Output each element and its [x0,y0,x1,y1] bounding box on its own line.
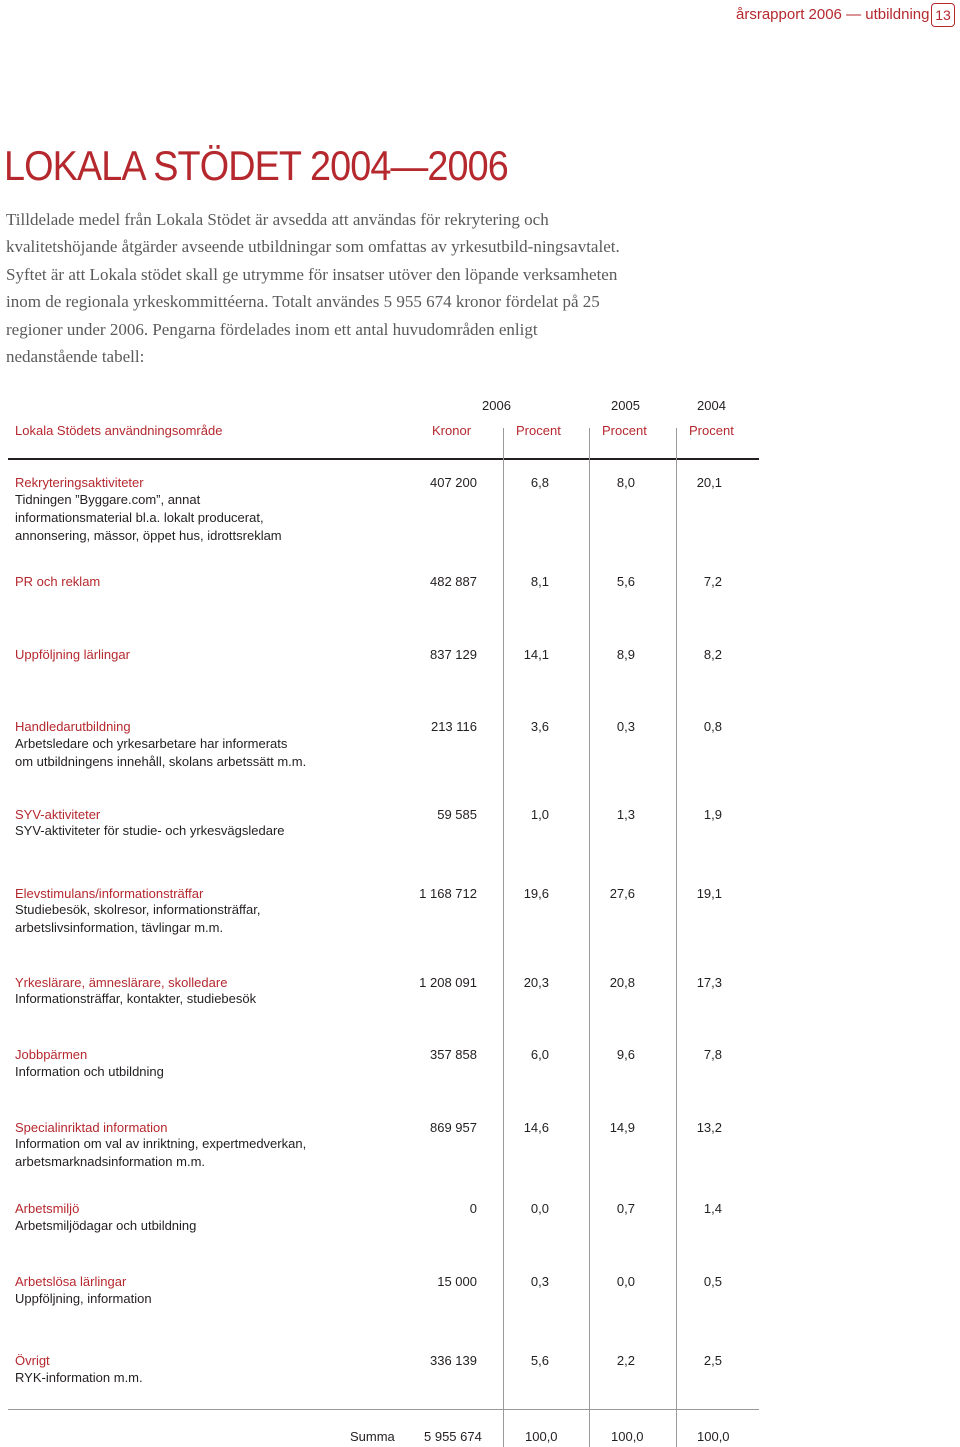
row-description: arbetsmarknadsinformation m.m. [15,1154,206,1169]
column-header-percent-2005: Procent [602,423,647,438]
cell-kronor: 1 208 091 [419,975,477,990]
cell-percent-2006: 0,0 [530,1201,549,1216]
column-divider [676,428,677,1447]
cell-kronor: 357 858 [430,1047,477,1062]
cell-percent-2004: 0,5 [703,1274,722,1289]
summary-percent-2006: 100,0 [525,1429,558,1444]
row-label: Arbetslösa lärlingar [15,1274,127,1289]
page-title: LOKALA STÖDET 2004—2006 [4,142,508,189]
cell-kronor: 336 139 [430,1353,477,1368]
cell-percent-2006: 6,8 [530,475,549,490]
cell-percent-2005: 20,8 [609,975,635,990]
cell-percent-2004: 1,9 [703,807,722,822]
cell-percent-2005: 9,6 [616,1047,635,1062]
column-header-area: Lokala Stödets användningsområde [15,423,223,438]
cell-percent-2004: 7,2 [703,574,722,589]
row-description: annonsering, mässor, öppet hus, idrottsreklam [15,528,282,543]
cell-percent-2006: 0,3 [530,1274,549,1289]
column-divider [503,428,504,1447]
column-header-percent-2006: Procent [516,423,561,438]
row-label: SYV-aktiviteter [15,807,101,822]
row-description: Studiebesök, skolresor, informationsträffar, [15,902,261,917]
cell-percent-2005: 5,6 [616,574,635,589]
row-description: informationsmaterial bl.a. lokalt producerat, [15,510,264,525]
summary-label: Summa [350,1429,395,1444]
row-label: Handledarutbildning [15,719,131,734]
summary-kronor: 5 955 674 [424,1429,482,1444]
row-label: PR och reklam [15,574,101,589]
cell-percent-2005: 14,9 [609,1120,635,1135]
cell-percent-2004: 8,2 [703,647,722,662]
row-description: om utbildningens innehåll, skolans arbetssätt m.m. [15,754,307,769]
row-description: Uppföljning, information [15,1291,152,1306]
column-header-kronor: Kronor [432,423,472,438]
cell-percent-2006: 3,6 [530,719,549,734]
cell-percent-2005: 2,2 [616,1353,635,1368]
row-description: arbetslivsinformation, tävlingar m.m. [15,920,224,935]
row-description: Informationsträffar, kontakter, studiebesök [15,991,257,1006]
cell-percent-2005: 27,6 [609,886,635,901]
column-divider [589,428,590,1447]
cell-kronor: 837 129 [430,647,477,662]
cell-percent-2005: 0,3 [616,719,635,734]
cell-percent-2005: 0,0 [616,1274,635,1289]
summary-rule [8,1409,759,1410]
cell-kronor: 482 887 [430,574,477,589]
row-label: Yrkeslärare, ämneslärare, skolledare [15,975,228,990]
row-description: RYK-information m.m. [15,1370,143,1385]
year-2005: 2005 [611,398,640,413]
cell-percent-2006: 14,1 [523,647,549,662]
cell-kronor: 15 000 [437,1274,477,1289]
cell-percent-2005: 8,0 [616,475,635,490]
row-label: Arbetsmiljö [15,1201,80,1216]
row-label: Specialinriktad information [15,1120,168,1135]
row-label: Elevstimulans/informationsträffar [15,886,204,901]
header-rule [8,458,759,460]
cell-percent-2006: 8,1 [530,574,549,589]
cell-kronor: 0 [469,1201,477,1216]
cell-percent-2006: 5,6 [530,1353,549,1368]
cell-kronor: 213 116 [430,719,477,734]
row-label: Övrigt [15,1353,50,1368]
row-label: Rekryteringsaktiviteter [15,475,144,490]
row-description: Information om val av inriktning, expertmedverkan, [15,1136,307,1151]
page-number: 13 [931,3,955,27]
cell-percent-2004: 13,2 [696,1120,722,1135]
year-2004: 2004 [697,398,726,413]
row-label: Uppföljning lärlingar [15,647,130,662]
cell-percent-2006: 1,0 [530,807,549,822]
cell-percent-2005: 8,9 [616,647,635,662]
row-description: Information och utbildning [15,1064,164,1079]
summary-percent-2005: 100,0 [611,1429,644,1444]
year-2006: 2006 [482,398,511,413]
cell-percent-2004: 7,8 [703,1047,722,1062]
cell-percent-2006: 14,6 [523,1120,549,1135]
row-description: Tidningen ”Byggare.com”, annat [15,492,201,507]
cell-percent-2005: 0,7 [616,1201,635,1216]
cell-percent-2006: 6,0 [530,1047,549,1062]
summary-percent-2004: 100,0 [697,1429,730,1444]
column-header-percent-2004: Procent [689,423,734,438]
cell-percent-2005: 1,3 [616,807,635,822]
row-description: Arbetsmiljödagar och utbildning [15,1218,197,1233]
row-label: Jobbpärmen [15,1047,88,1062]
cell-percent-2004: 20,1 [696,475,722,490]
cell-kronor: 1 168 712 [419,886,477,901]
cell-percent-2004: 1,4 [703,1201,722,1216]
row-description: Arbetsledare och yrkesarbetare har informerats [15,736,288,751]
cell-percent-2006: 19,6 [523,886,549,901]
cell-percent-2004: 17,3 [696,975,722,990]
cell-kronor: 59 585 [437,807,477,822]
cell-kronor: 407 200 [430,475,477,490]
cell-percent-2004: 19,1 [696,886,722,901]
cell-percent-2006: 20,3 [523,975,549,990]
intro-paragraph: Tilldelade medel från Lokala Stödet är avsedda att användas för rekrytering och kvalitetshöjande åtgärder avseende utbildningar som omfattas av yrkesutbild-ningsavtalet. Syftet är att Lokala stödet skall ge utrymme för insatser utöver den löpande verksamheten inom de regionala yrkeskommittéerna. Totalt användes 5 955 674 kronor fördelat på 25 regioner under 2006. Pengarna fördelades inom ett antal huvudområden enligt nedanstående tabell: [6,210,620,367]
cell-kronor: 869 957 [430,1120,477,1135]
cell-percent-2004: 2,5 [703,1353,722,1368]
cell-percent-2004: 0,8 [703,719,722,734]
row-description: SYV-aktiviteter för studie- och yrkesvägsledare [15,823,285,838]
running-header: årsrapport 2006 — utbildning [736,6,930,23]
